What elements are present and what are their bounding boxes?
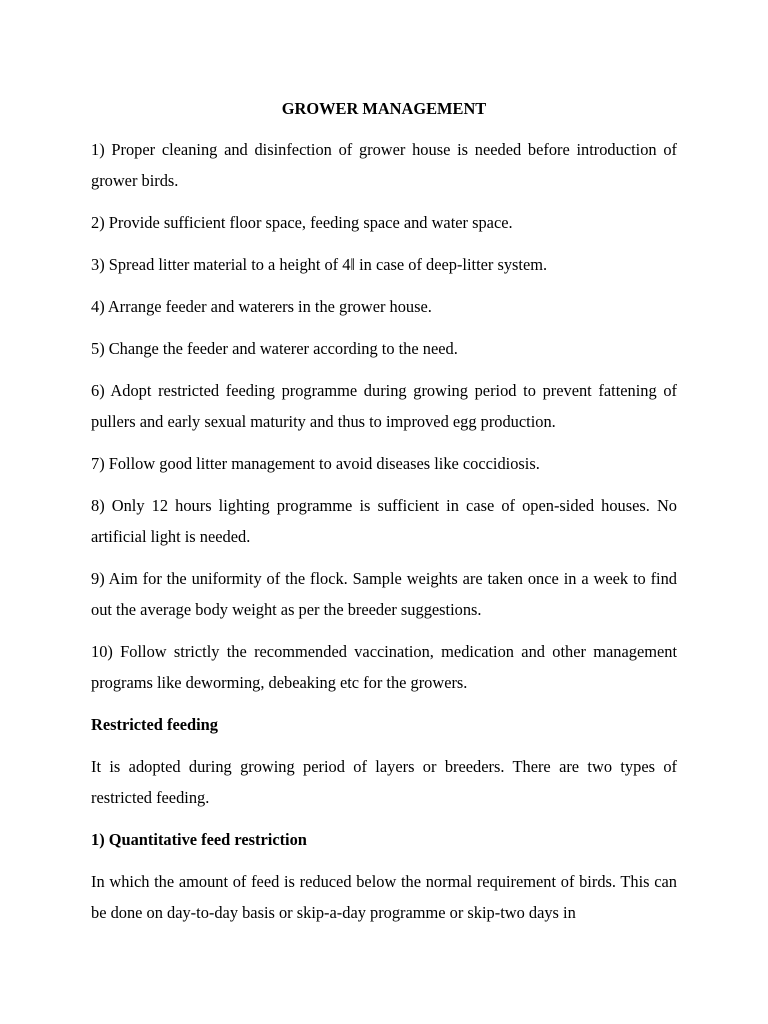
document-page (91, 93, 677, 939)
list-item: 10) Follow strictly the recommended vaccination, medication and other management programs like deworming, debeaking etc for the growers. (91, 642, 677, 692)
list-item: 1) Proper cleaning and disinfection of grower house is needed before introduction of grower birds. (91, 140, 677, 190)
subsection-heading: 1) Quantitative feed restriction (91, 830, 307, 849)
list-item: 8) Only 12 hours lighting programme is sufficient in case of open-sided houses. No artificial light is needed. (91, 496, 677, 546)
list-item: 6) Adopt restricted feeding programme during growing period to prevent fattening of pullers and early sexual maturity and thus to improved egg production. (91, 381, 677, 431)
list-item: 4) Arrange feeder and waterers in the grower house. (91, 297, 432, 316)
list-item: 7) Follow good litter management to avoid diseases like coccidiosis. (91, 454, 540, 473)
section-heading: Restricted feeding (91, 715, 218, 734)
list-item: 5) Change the feeder and waterer according to the need. (91, 339, 458, 358)
list-item: 3) Spread litter material to a height of 4‖ in case of deep-litter system. (91, 255, 548, 274)
list-item: 9) Aim for the uniformity of the flock. Sample weights are taken once in a week to find out the average body weight as per the breeder suggestions. (91, 569, 677, 619)
list-item: 2) Provide sufficient floor space, feeding space and water space. (91, 213, 513, 232)
document-title: GROWER MANAGEMENT (281, 99, 487, 118)
subsection-body: In which the amount of feed is reduced below the normal requirement of birds. This can be done on day-to-day basis or skip-a-day programme or skip-two days in (91, 872, 677, 922)
section-intro: It is adopted during growing period of layers or breeders. There are two types of restricted feeding. (91, 757, 677, 807)
